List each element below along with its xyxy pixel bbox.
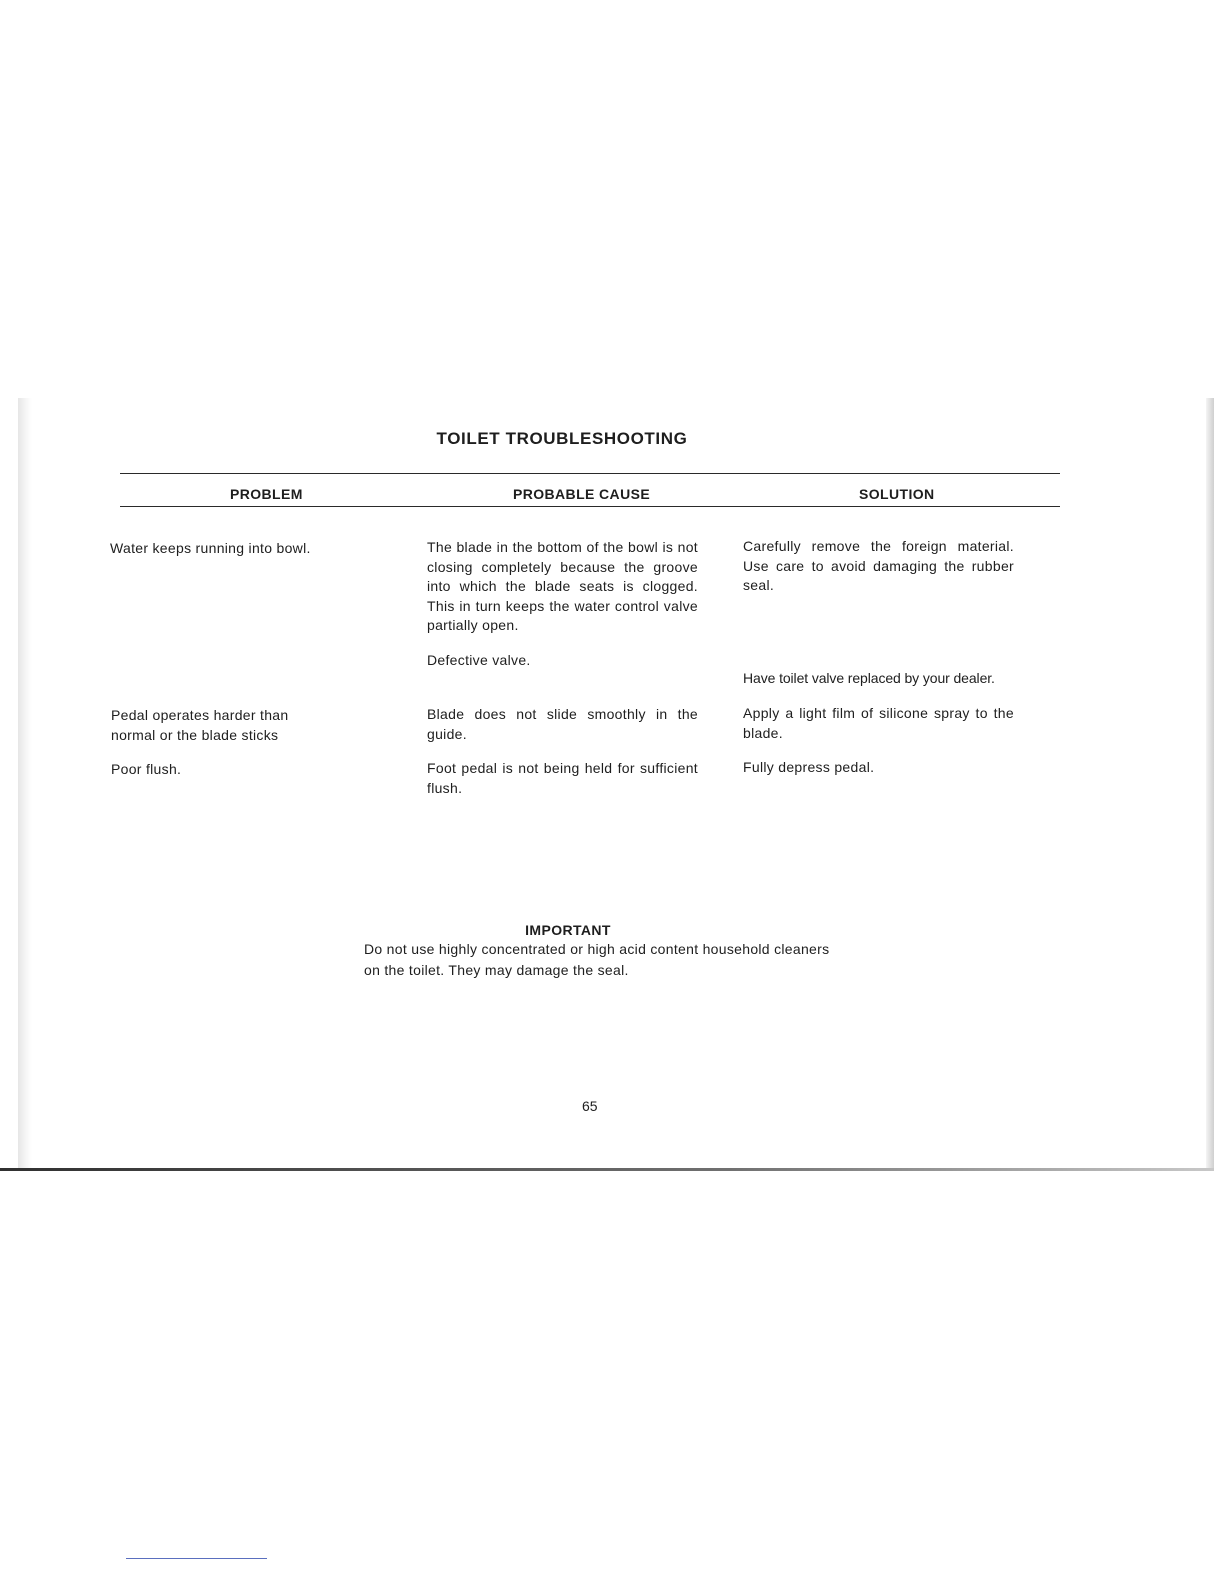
important-note: Do not use highly concentrated or high acid content household cleaners on the toilet. They may damage the seal. [364, 941, 830, 978]
row4-problem: Poor flush. [111, 761, 182, 777]
scan-shadow-right [1206, 398, 1214, 1170]
scan-shadow-left [18, 398, 32, 1170]
row4-solution: Fully depress pedal. [743, 759, 875, 775]
row1-problem: Water keeps running into bowl. [110, 540, 311, 556]
footer-underline [126, 1558, 267, 1559]
header-solution: SOLUTION [859, 486, 935, 502]
page-number: 65 [582, 1098, 598, 1114]
header-probable-cause: PROBABLE CAUSE [513, 486, 651, 502]
table-header-rule [120, 506, 1060, 507]
scan-bottom-edge [0, 1168, 1214, 1171]
important-heading: IMPORTANT [525, 922, 611, 938]
table-top-rule [120, 473, 1060, 474]
page-title: TOILET TROUBLESHOOTING [436, 429, 688, 448]
row4-cause: Foot pedal is not being held for sufficient flush. [427, 760, 698, 796]
row3-cause: Blade does not slide smoothly in the guide. [427, 706, 698, 742]
row1-solution: Carefully remove the foreign material. Use care to avoid damaging the rubber seal. [743, 538, 1014, 593]
row2-cause: Defective valve. [427, 652, 531, 668]
row2-solution: Have toilet valve replaced by your dealer. [743, 670, 995, 686]
row3-solution: Apply a light film of silicone spray to the blade. [743, 705, 1014, 741]
header-problem: PROBLEM [230, 486, 303, 502]
row3-problem: Pedal operates harder than normal or the blade sticks [111, 707, 289, 743]
row1-cause: The blade in the bottom of the bowl is not closing completely because the groove into which the blade seats is clogged. This in turn keeps the water control valve partially open. [427, 539, 698, 633]
